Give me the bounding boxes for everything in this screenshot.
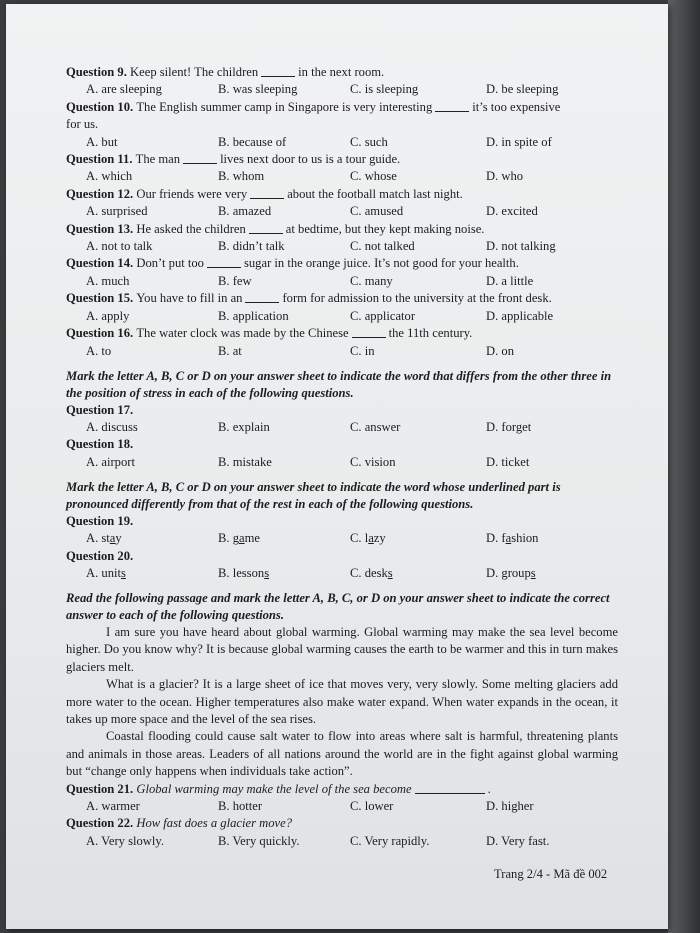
question-label: Question 12.	[66, 186, 134, 201]
instruction-pronunciation: Mark the letter A, B, C or D on your answer sheet to indicate the word whose underlined part is pronounced differently from that of the rest in each of the following questions.	[66, 480, 561, 511]
underlined-part: a	[368, 531, 374, 546]
answer-blank	[249, 221, 283, 234]
page-footer: Trang 2/4 - Mã đề 002	[494, 867, 608, 881]
option-a[interactable]: A. apply	[86, 308, 130, 323]
option-text: me	[244, 531, 260, 546]
option-d[interactable]	[486, 565, 618, 582]
question-text: The English summer camp in Singapore is very interesting	[136, 99, 433, 114]
option-c[interactable]: C. whose	[350, 169, 397, 184]
question-label: Question 13.	[66, 221, 134, 236]
instruction-stress: Mark the letter A, B, C or D on your answer sheet to indicate the word that differs from the other three in the position of stress in each of the following questions.	[66, 368, 612, 400]
answer-blank	[183, 151, 217, 164]
question-label: Question 10.	[66, 99, 134, 114]
option-d[interactable]: D. who	[486, 169, 524, 184]
question-label: Question 19.	[66, 513, 134, 528]
question-text: the 11th century.	[388, 326, 473, 341]
answer-blank	[435, 99, 469, 112]
options-q15	[66, 308, 618, 325]
option-c[interactable]: C. applicator	[350, 308, 416, 323]
question-text: it’s too expensive	[472, 99, 561, 114]
question-9	[66, 64, 618, 81]
option-b[interactable]: B. few	[218, 273, 252, 288]
question-text: The man	[135, 152, 181, 167]
option-text: C. l	[350, 531, 369, 546]
option-d[interactable]: D. higher	[486, 799, 534, 813]
underlined-part: a	[109, 531, 116, 546]
option-d[interactable]: D. excited	[486, 204, 538, 219]
option-c[interactable]: C. many	[350, 273, 393, 288]
question-label: Question 16.	[66, 326, 134, 341]
option-d[interactable]: D. forget	[486, 419, 532, 434]
question-12	[66, 186, 618, 203]
options-q10	[66, 134, 618, 151]
answer-blank	[261, 64, 295, 77]
option-text: shion	[511, 531, 539, 546]
option-a[interactable]: A. warmer	[86, 799, 140, 813]
question-label: Question 11.	[66, 152, 133, 167]
question-text: The water clock was made by the Chinese	[136, 326, 349, 341]
instruction-reading: Read the following passage and mark the letter A, B, C, or D on your answer sheet to indicate the correct answer to each of the following questions.	[66, 591, 610, 623]
answer-blank	[207, 255, 241, 268]
option-b[interactable]: B. was sleeping	[218, 82, 298, 97]
background-edge	[668, 0, 700, 933]
option-b[interactable]: B. didn’t talk	[218, 239, 285, 254]
question-text: form for admission to the university at the front desk.	[282, 291, 552, 306]
option-d[interactable]: D. on	[486, 343, 514, 358]
option-d[interactable]: D. not talking	[486, 239, 556, 254]
option-a[interactable]: A. but	[86, 134, 118, 149]
question-label: Question 15.	[66, 291, 134, 306]
underlined-part: s	[120, 565, 126, 580]
question-11	[66, 151, 618, 168]
option-a[interactable]	[86, 530, 218, 547]
question-text: in the next room.	[298, 65, 385, 79]
question-text: You have to fill in an	[136, 291, 243, 306]
option-c[interactable]: C. Very rapidly.	[350, 833, 430, 848]
passage-paragraph: Coastal flooding could cause salt water to flow into areas where salt is harmful, threatening plants and animals in those areas. Leaders of all nations around the world are in the fight against global warming but “change only happens when individuals take action”.	[66, 729, 618, 779]
option-d[interactable]	[486, 530, 618, 547]
options-q21	[66, 798, 618, 815]
question-text: Our friends were very	[136, 186, 248, 201]
option-text: A. unit	[86, 565, 121, 580]
option-c[interactable]: C. such	[350, 134, 388, 149]
option-d[interactable]: D. be sleeping	[486, 82, 559, 97]
question-text: Don’t put too	[136, 256, 204, 271]
option-b[interactable]: B. explain	[218, 419, 270, 434]
question-text: Global warming may make the level of the sea become	[136, 781, 412, 796]
question-label: Question 14.	[66, 256, 134, 271]
question-text: .	[487, 781, 491, 796]
option-a[interactable]: A. are sleeping	[86, 82, 162, 97]
passage-paragraph: What is a glacier? It is a large sheet of ice that moves very, very slowly. Some melting glaciers add more water to the ocean. Higher temperatures also make water expand. When water expands in the ocean, it takes up more space and the level of the sea rises.	[66, 677, 618, 726]
option-text: B. lesson	[218, 565, 265, 580]
option-b[interactable]: B. whom	[218, 169, 265, 184]
option-c[interactable]: C. lower	[350, 799, 394, 813]
options-q11	[66, 168, 618, 185]
options-q17	[66, 419, 618, 436]
underlined-part: s	[387, 565, 393, 580]
question-10	[66, 99, 618, 116]
question-text: lives next door to us is a tour guide.	[220, 152, 401, 167]
option-d[interactable]: D. ticket	[486, 454, 530, 469]
options-q20	[66, 565, 618, 582]
options-q12	[66, 203, 618, 220]
option-c[interactable]: C. vision	[350, 454, 396, 469]
option-b[interactable]: B. Very quickly.	[218, 833, 300, 848]
option-c[interactable]	[350, 530, 486, 547]
options-q19	[66, 530, 618, 547]
option-text: zy	[373, 531, 386, 546]
option-b[interactable]: B. application	[218, 308, 289, 323]
question-label: Question 18.	[66, 437, 134, 452]
option-b[interactable]: B. hotter	[218, 799, 263, 813]
options-q18	[66, 454, 618, 471]
question-text: sugar in the orange juice. It’s not good for your health.	[243, 256, 519, 271]
option-text: C. desk	[350, 565, 388, 580]
underlined-part: s	[264, 565, 270, 580]
question-21	[66, 781, 618, 798]
answer-blank	[352, 325, 386, 338]
option-d[interactable]: D. Very fast.	[486, 833, 550, 848]
option-c[interactable]: C. answer	[350, 419, 401, 434]
option-c[interactable]: C. is sleeping	[350, 82, 419, 97]
option-a[interactable]: A. not to talk	[86, 239, 153, 254]
option-d[interactable]: D. applicable	[486, 308, 554, 323]
option-text: D. group	[486, 565, 531, 580]
option-a[interactable]: A. airport	[86, 454, 135, 469]
option-text: B. g	[218, 531, 239, 546]
question-label: Question 22.	[66, 816, 134, 831]
passage-paragraph: I am sure you have heard about global warming. Global warming may make the sea level become higher. Do you know why? It is because global warming causes the earth to be warmer and this in turn makes glaciers melt.	[66, 624, 618, 674]
option-a[interactable]: A. discuss	[86, 419, 138, 434]
question-label: Question 9.	[66, 65, 127, 79]
option-a[interactable]: A. much	[86, 273, 130, 288]
option-text: A. st	[86, 531, 110, 546]
question-label: Question 21.	[66, 781, 134, 796]
options-q14	[66, 273, 618, 290]
option-a[interactable]: A. Very slowly.	[86, 833, 165, 848]
question-text: for us.	[66, 117, 99, 132]
option-c[interactable]: C. in	[350, 343, 375, 358]
option-c[interactable]	[350, 565, 486, 582]
question-13	[66, 221, 618, 238]
underlined-part: a	[239, 531, 245, 546]
option-d[interactable]: D. a little	[486, 273, 534, 288]
answer-blank	[250, 186, 284, 199]
option-a[interactable]: A. to	[86, 343, 112, 358]
question-text: How fast does a glacier move?	[136, 816, 292, 831]
option-b[interactable]: B. because of	[218, 134, 287, 149]
option-b[interactable]: B. amazed	[218, 204, 272, 219]
question-label: Question 17.	[66, 402, 134, 417]
option-b[interactable]	[218, 530, 350, 547]
option-d[interactable]: D. in spite of	[486, 134, 552, 149]
question-text: He asked the children	[136, 221, 246, 236]
question-14	[66, 255, 618, 272]
option-a[interactable]: A. surprised	[86, 204, 148, 219]
question-text: Keep silent! The children	[130, 65, 259, 79]
answer-blank	[245, 290, 279, 303]
options-q16	[66, 343, 618, 360]
options-q13	[66, 238, 618, 255]
option-c[interactable]: C. amused	[350, 204, 404, 219]
option-a[interactable]	[86, 565, 218, 582]
question-22	[66, 815, 618, 832]
options-q9	[66, 81, 618, 98]
option-a[interactable]: A. which	[86, 169, 133, 184]
question-16	[66, 325, 618, 342]
question-label: Question 20.	[66, 548, 134, 563]
options-q22	[66, 833, 618, 850]
question-text: about the football match last night.	[287, 186, 463, 201]
option-c[interactable]: C. not talked	[350, 239, 415, 254]
question-text: at bedtime, but they kept making noise.	[285, 221, 485, 236]
option-b[interactable]	[218, 565, 350, 582]
underlined-part: a	[505, 531, 512, 546]
option-text: y	[115, 531, 122, 546]
exam-content	[66, 64, 618, 850]
question-15	[66, 290, 618, 307]
option-b[interactable]: B. at	[218, 343, 242, 358]
answer-blank	[415, 781, 485, 794]
option-text: D. f	[486, 531, 506, 546]
option-b[interactable]: B. mistake	[218, 454, 272, 469]
underlined-part: s	[530, 565, 536, 580]
